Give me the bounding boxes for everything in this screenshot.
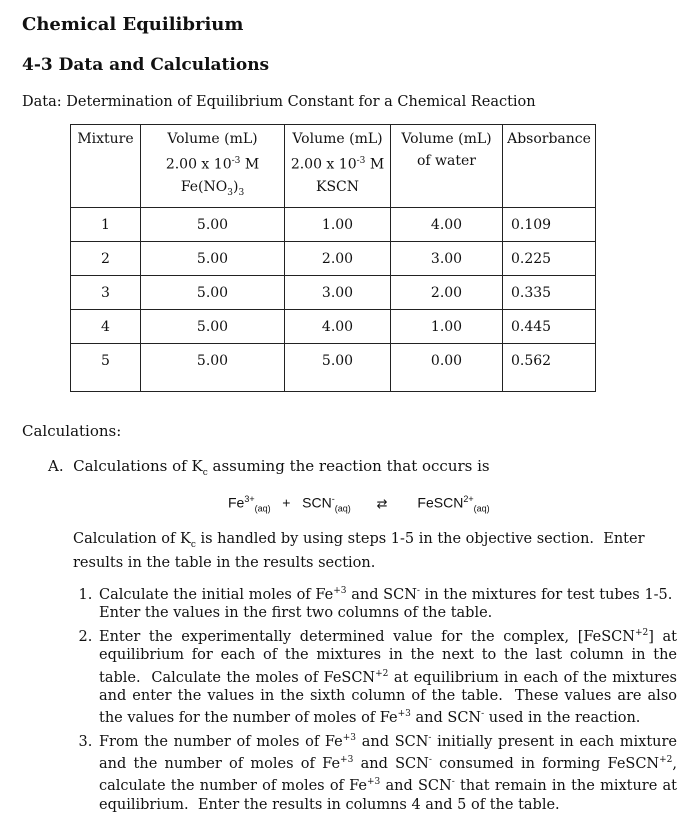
cell-water: 4.00	[391, 208, 503, 242]
header-kscn-volume: Volume (mL) 2.00 x $10^{-3}$ M KSCN	[285, 125, 391, 208]
cell-mixture: 4	[71, 310, 141, 344]
header-fe-concentration: 2.00 x $10^{-3}$ M	[165, 156, 260, 173]
cell-absorbance: 0.562	[503, 344, 596, 392]
cell-absorbance: 0.335	[503, 276, 596, 310]
steps-list	[73, 582, 677, 815]
data-heading: Data: Determination of Equilibrium Constant for a Chemical Reaction	[22, 94, 536, 110]
cell-water: 1.00	[391, 310, 503, 344]
table-row	[71, 310, 596, 344]
list-item: 1. Calculate the initial moles of $Fe^{+3}$ and SCN- in the mixtures for test tubes 1-5. Enter the values in the first two columns of the table.	[97, 582, 677, 623]
equilibrium-arrow-icon: ⇄	[376, 495, 388, 511]
header-mixture: Mixture	[71, 125, 141, 208]
part-a-heading: A. Calculations of $K_c$ assuming the reaction that occurs is	[48, 457, 490, 478]
cell-kscn: 1.00	[285, 208, 391, 242]
cell-kscn: 5.00	[285, 344, 391, 392]
cell-mixture: 3	[71, 276, 141, 310]
header-kscn-concentration: 2.00 x $10^{-3}$ M	[290, 156, 385, 173]
list-item: 3. From the number of moles of $Fe^{+3}$ and SCN- initially present in each mixture and the number of moles of $Fe^{+3}$ and SCN- consumed in forming FeSCN$^{+2}$, calculate the number of moles of $Fe^{+3}$ and SCN- that remain in the mixture at equilibrium. Enter the results in columns 4 and 5 of the table.	[97, 729, 677, 814]
cell-absorbance: 0.109	[503, 208, 596, 242]
header-water-volume: Volume (mL) of water	[391, 125, 503, 208]
table-header-row	[71, 125, 596, 208]
cell-fe: 5.00	[141, 344, 285, 392]
cell-kscn: 3.00	[285, 276, 391, 310]
calculations-label: Calculations:	[22, 422, 122, 440]
table-row	[71, 344, 596, 392]
reaction-equation: $Fe^{3+}_{(aq)}$ + $SCN^-_{(aq)}$ ⇄ FeSCN$^{2+}_{(aq)}$	[228, 494, 490, 514]
cell-fe: 5.00	[141, 310, 285, 344]
cell-water: 3.00	[391, 242, 503, 276]
table-row	[71, 242, 596, 276]
cell-mixture: 2	[71, 242, 141, 276]
cell-kscn: 4.00	[285, 310, 391, 344]
cell-absorbance: 0.445	[503, 310, 596, 344]
list-item: 2. Enter the experimentally determined value for the complex, [FeSCN$^{+2}$] at equilibrium for each of the mixtures in the next to the last column in the table. Calculate the moles of FeSCN$^{+2}$ at equilibrium in each of the mixtures and enter the values in the sixth column of the table. These values are also the values for the number of moles of $Fe^{+3}$ and SCN- used in the reaction.	[97, 624, 677, 728]
cell-fe: 5.00	[141, 208, 285, 242]
header-fe-formula: $Fe(NO_3)_3$	[180, 178, 245, 198]
page-title: Chemical Equilibrium	[22, 14, 244, 35]
cell-water: 0.00	[391, 344, 503, 392]
cell-fe: 5.00	[141, 276, 285, 310]
section-heading: 4-3 Data and Calculations	[22, 55, 270, 75]
table-row	[71, 208, 596, 242]
intro-paragraph: Calculation of $K_c$ is handled by using steps 1-5 in the objective section. Enter results in the table in the results section.	[73, 531, 645, 572]
cell-water: 2.00	[391, 276, 503, 310]
cell-kscn: 2.00	[285, 242, 391, 276]
header-fe-volume: Volume (mL) 2.00 x $10^{-3}$ M $Fe(NO_3)_3$	[141, 125, 285, 208]
cell-mixture: 1	[71, 208, 141, 242]
cell-fe: 5.00	[141, 242, 285, 276]
data-table	[70, 124, 596, 392]
table-row	[71, 276, 596, 310]
cell-mixture: 5	[71, 344, 141, 392]
header-absorbance: Absorbance	[503, 125, 596, 208]
cell-absorbance: 0.225	[503, 242, 596, 276]
